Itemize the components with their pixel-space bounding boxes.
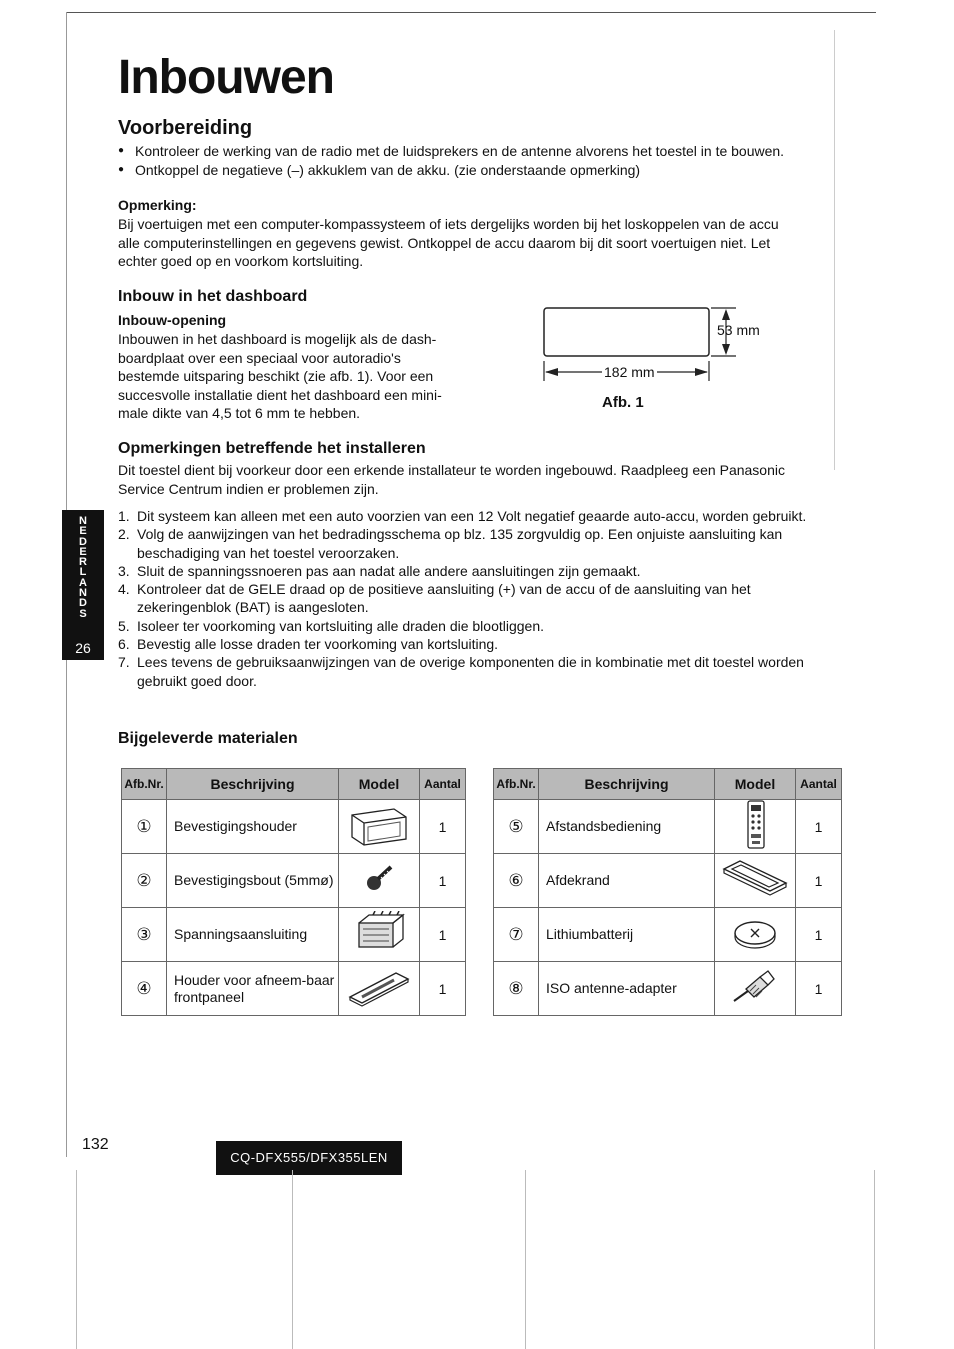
item-number: 3. xyxy=(118,562,130,579)
page-title: Inbouwen xyxy=(118,51,334,104)
section-heading-voorbereiding: Voorbereiding xyxy=(118,117,253,139)
item-description: Lithiumbatterij xyxy=(539,908,715,962)
text-line: Inbouwen in het dashboard is mogelijk als de dash- xyxy=(118,331,437,347)
item-quantity: 1 xyxy=(796,800,842,854)
item-quantity: 1 xyxy=(796,854,842,908)
table-row xyxy=(122,854,466,908)
item-text: Lees tevens de gebruiksaanwijzingen van de overige komponenten die in kombinatie met dit toestel worden gebruikt goed door. xyxy=(137,654,804,689)
remote-control-icon xyxy=(715,800,796,854)
item-description: Bevestigingsbout (5mmø) xyxy=(167,854,339,908)
text-line: male dikte van 4,5 tot 6 mm te hebben. xyxy=(118,405,361,421)
item-quantity: 1 xyxy=(420,962,466,1016)
note-heading: Opmerking: xyxy=(118,197,197,213)
item-text: Bevestig alle losse draden ter voorkoming van kortsluiting. xyxy=(137,636,499,653)
binding-rule xyxy=(76,1170,77,1349)
item-number: 1. xyxy=(118,508,130,524)
item-quantity: 1 xyxy=(796,908,842,962)
table-header-row xyxy=(122,769,466,800)
frame-top-rule xyxy=(66,12,876,13)
installation-intro xyxy=(118,461,848,498)
subheading-inbouw-opening: Inbouw-opening xyxy=(118,312,227,328)
table-row xyxy=(494,908,842,962)
item-text: Volg de aanwijzingen van het bedradingsschema op blz. 135 zorgvuldig op. Een onjuiste aansluiting kan beschadiging van het toestel veroorzaken. xyxy=(137,526,783,561)
list-item xyxy=(118,562,842,580)
item-nr: ⑧ xyxy=(494,962,539,1016)
item-number: 7. xyxy=(118,654,130,671)
list-item xyxy=(118,617,842,635)
item-description: Bevestigingshouder xyxy=(167,800,339,854)
trim-plate-icon xyxy=(715,854,796,908)
item-quantity: 1 xyxy=(420,854,466,908)
table-row xyxy=(122,908,466,962)
column-header-desc: Beschrijving xyxy=(167,769,339,800)
item-description: Spanningsaansluiting xyxy=(167,908,339,962)
list-item xyxy=(118,580,842,617)
height-dimension-label: 53 mm xyxy=(717,322,760,338)
item-text: Kontroleer dat de GELE draad op de positieve aansluiting (+) van de accu of de aansluiting van het zekeringenblok (BAT) is aangesloten. xyxy=(137,581,751,616)
column-header-desc: Beschrijving xyxy=(539,769,715,800)
item-nr: ③ xyxy=(122,908,167,962)
list-item xyxy=(118,635,842,653)
opening-dimensions-diagram xyxy=(540,305,780,415)
item-text: Dit systeem kan alleen met een auto voorzien van een 12 Volt negatief geaarde auto-accu, worden gebruikt. xyxy=(137,508,807,524)
table-row xyxy=(122,962,466,1016)
text-line: bestemde uitsparing beschikt (zie afb. 1). Voor een xyxy=(118,368,434,384)
column-header-qty: Aantal xyxy=(420,769,466,800)
item-text: Sluit de spanningssnoeren pas aan nadat alle andere aansluitingen zijn gemaakt. xyxy=(137,562,641,579)
table-row xyxy=(494,962,842,1016)
preparation-list xyxy=(118,142,784,179)
list-item: ● Ontkoppel de negatieve (–) akkuklem van de akku. (zie onderstaande opmerking) xyxy=(118,161,784,180)
item-description: Houder voor afneem-baar frontpaneel xyxy=(167,962,339,1016)
text-line: alle computerinstellingen en gegevens gewist. Ontkoppel de accu daarom bij dit soort voertuigen niet. Let xyxy=(118,234,771,251)
installation-notes-list xyxy=(118,507,842,690)
binding-rule xyxy=(292,1170,293,1349)
list-item: ● Kontroleer de werking van de radio met de luidsprekers en de antenne alvorens het toestel in te bouwen. xyxy=(118,142,784,161)
power-connector-icon xyxy=(339,908,420,962)
item-number: 2. xyxy=(118,526,130,543)
text-line: boardplaat over een speciaal voor autoradio's xyxy=(118,349,401,366)
column-header-nr: Afb.Nr. xyxy=(122,769,167,800)
list-item xyxy=(118,507,842,525)
item-nr: ⑤ xyxy=(494,800,539,854)
text-line: echter goed op en voorkom kortsluiting. xyxy=(118,253,364,269)
materials-table-right xyxy=(493,768,842,1016)
language-side-tab xyxy=(62,510,104,660)
item-nr: ⑥ xyxy=(494,854,539,908)
item-quantity: 1 xyxy=(420,908,466,962)
item-description: ISO antenne-adapter xyxy=(539,962,715,1016)
table-row xyxy=(494,854,842,908)
binding-rule xyxy=(874,1170,875,1349)
item-nr: ④ xyxy=(122,962,167,1016)
item-description: Afstandsbediening xyxy=(539,800,715,854)
item-nr: ⑦ xyxy=(494,908,539,962)
materials-table-left xyxy=(121,768,466,1016)
faceplate-case-icon xyxy=(339,962,420,1016)
item-text: Isoleer ter voorkoming van kortsluiting alle draden die blootliggen. xyxy=(137,617,545,634)
text-line: Dit toestel dient bij voorkeur door een erkende installateur te worden ingebouwd. Raadpleeg een Panasonic xyxy=(118,462,785,478)
battery-icon xyxy=(715,908,796,962)
section-heading-dashboard: Inbouw in het dashboard xyxy=(118,288,308,305)
section-page-number: 26 xyxy=(75,640,91,656)
text-line: Bij voertuigen met een computer-kompassysteem of iets dergelijks worden bij het loskoppelen van de accu xyxy=(118,216,779,232)
item-quantity: 1 xyxy=(796,962,842,1016)
page-number: 132 xyxy=(82,1136,109,1153)
dashboard-text xyxy=(118,330,518,423)
section-heading-materialen: Bijgeleverde materialen xyxy=(118,730,298,747)
figure-label: Afb. 1 xyxy=(602,394,644,411)
item-description: Afdekrand xyxy=(539,854,715,908)
note-text xyxy=(118,215,842,271)
table-header-row xyxy=(494,769,842,800)
table-row xyxy=(122,800,466,854)
list-item xyxy=(118,653,842,690)
item-number: 5. xyxy=(118,617,130,634)
item-nr: ② xyxy=(122,854,167,908)
model-number-bar: CQ-DFX555/DFX355LEN xyxy=(216,1141,402,1175)
item-quantity: 1 xyxy=(420,800,466,854)
list-item xyxy=(118,525,842,562)
item-number: 6. xyxy=(118,636,130,653)
text-line: succesvolle installatie dient het dashboard een mini- xyxy=(118,386,442,403)
width-dimension-label: 182 mm xyxy=(604,364,655,380)
mounting-collar-icon xyxy=(339,800,420,854)
binding-rule xyxy=(525,1170,526,1349)
column-header-qty: Aantal xyxy=(796,769,842,800)
antenna-adapter-icon xyxy=(715,962,796,1016)
text-line: Service Centrum indien er problemen zijn. xyxy=(118,480,379,497)
item-number: 4. xyxy=(118,581,130,598)
column-header-model: Model xyxy=(715,769,796,800)
section-heading-installeren: Opmerkingen betreffende het installeren xyxy=(118,440,426,457)
column-header-model: Model xyxy=(339,769,420,800)
column-header-nr: Afb.Nr. xyxy=(494,769,539,800)
item-nr: ① xyxy=(122,800,167,854)
language-label: N E D E R L A N D S xyxy=(79,515,87,620)
table-row xyxy=(494,800,842,854)
bolt-icon xyxy=(339,854,420,908)
